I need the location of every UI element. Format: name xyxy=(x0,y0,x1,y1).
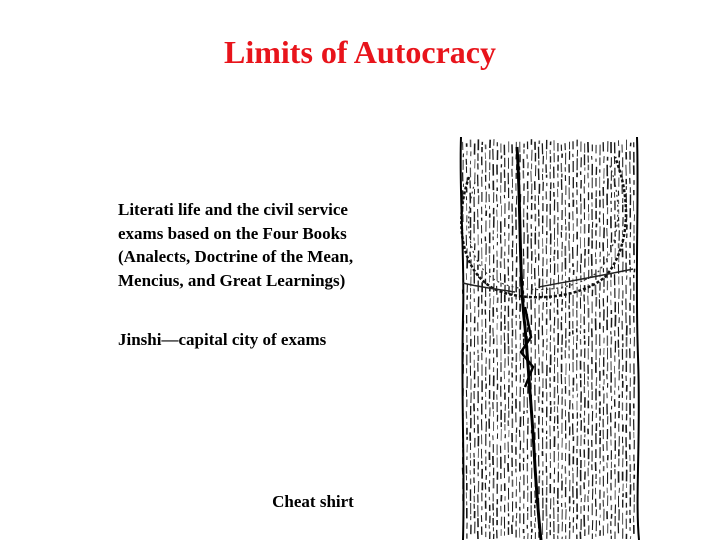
jinshi-paragraph: Jinshi—capital city of exams xyxy=(118,330,327,349)
cheat-shirt-image xyxy=(455,137,643,540)
literati-paragraph: Literati life and the civil service exams based on the Four Books (Analects, Doctrine of the Mean, Mencius, and Great Learnings) xyxy=(118,200,354,290)
slide-title: Limits of Autocracy xyxy=(224,34,496,70)
image-caption: Cheat shirt xyxy=(272,492,354,511)
cheat-shirt-drawing xyxy=(455,137,643,540)
